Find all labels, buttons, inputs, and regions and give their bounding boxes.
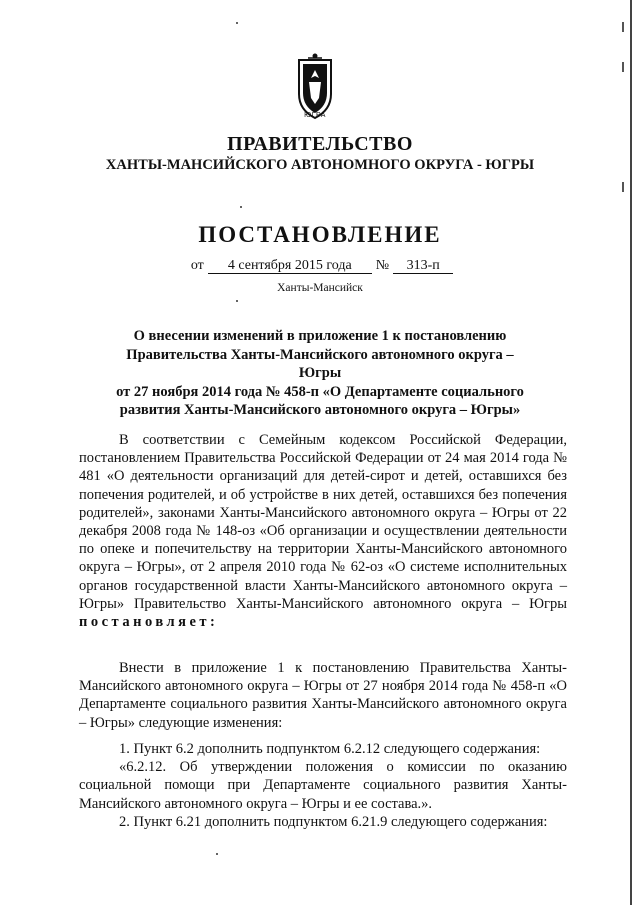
number-label: № <box>375 258 390 273</box>
amendments-list <box>79 740 567 831</box>
subject-line: от 27 ноября 2014 года № 458-п «О Департаменте социального <box>116 383 524 400</box>
document-number: 313-п <box>393 258 453 274</box>
document-type: ПОСТАНОВЛЕНИЕ <box>198 222 442 247</box>
amendment-item: 1. Пункт 6.2 дополнить подпунктом 6.2.12 следующего содержания: <box>119 741 541 757</box>
government-region: ХАНТЫ-МАНСИЙСКОГО АВТОНОМНОГО ОКРУГА - ЮГРЫ <box>105 157 535 173</box>
document-date: 4 сентября 2015 года <box>208 258 372 274</box>
document-subject <box>110 327 530 420</box>
city: Ханты-Мансийск <box>277 282 363 294</box>
scan-mark <box>622 62 624 72</box>
date-number-line <box>0 258 640 274</box>
preamble-paragraph <box>79 431 567 631</box>
scan-mark <box>622 22 624 32</box>
government-title: ПРАВИТЕЛЬСТВО <box>227 133 413 155</box>
subject-line: О внесении изменений в приложение 1 к постановлению <box>133 328 507 344</box>
scan-speck <box>240 206 242 208</box>
scan-edge <box>630 0 632 905</box>
scan-speck <box>236 300 238 302</box>
scan-speck <box>236 22 238 24</box>
scan-speck <box>216 853 218 855</box>
preamble-text: В соответствии с Семейным кодексом Российской Федерации, постановлением Правительства Российской Федерации от 24 мая 2014 года № 481 «О деятельности организаций для детей-сирот и детей, оставшихся без попечения родителей, и об устройстве в них детей, оставшихся без попечения родителей», законами Ханты-Мансийского автономного округа – Югры от 22 декабря 2008 года № 148-оз «Об организации и осуществлении деятельности по опеке и попечительству на территории Ханты-Мансийского автономного округа – Югры», от 2 апреля 2010 года № 62-оз «О системе исполнительных органов государственной власти Ханты-Мансийского автономного округа – Югры» Правительство Ханты-Мансийского автономного округа – Югры <box>79 432 567 612</box>
subject-line: Правительства Ханты-Мансийского автономного округа – Югры <box>126 346 514 381</box>
subject-line: развития Ханты-Мансийского автономного округа – Югры» <box>119 402 521 418</box>
emblem-caption: ЮГРА <box>304 112 326 119</box>
from-label: от <box>190 258 204 273</box>
amendment-item: 2. Пункт 6.21 дополнить подпунктом 6.21.9 следующего содержания: <box>119 813 548 830</box>
resolves-word: постановляет: <box>79 614 219 631</box>
scan-mark <box>622 182 624 192</box>
amendment-text: «6.2.12. Об утверждении положения о комиссии по оказанию социальной помощи при Департаменте социального развития Ханты-Мансийского автономного округа – Югры и ее состава.». <box>79 759 567 812</box>
operative-paragraph: Внести в приложение 1 к постановлению Правительства Ханты-Мансийского автономного округа – Югры от 27 ноября 2014 года № 458-п «О Департаменте социального развития Ханты-Мансийского автономного округа – Югры» следующие изменения: <box>79 660 567 731</box>
